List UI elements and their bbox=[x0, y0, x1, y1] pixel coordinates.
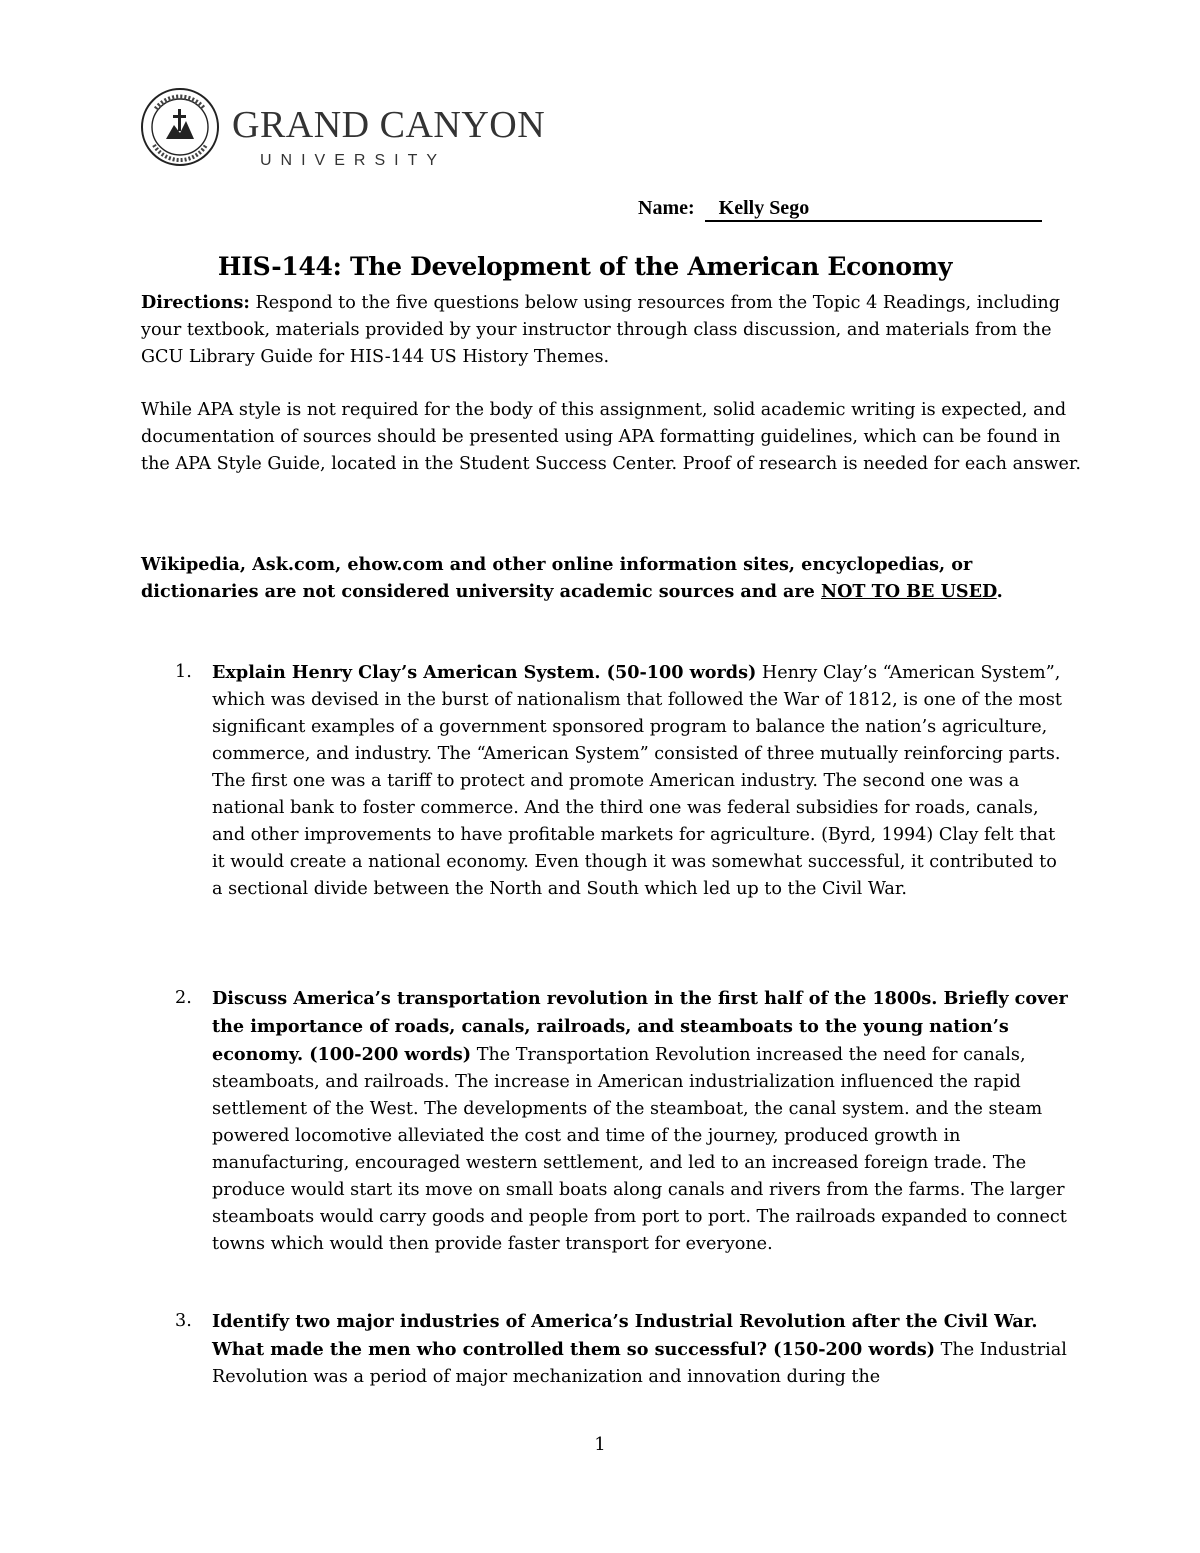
question-answer: The Industrial Revolution was a period of major mechanization and innovation during the bbox=[212, 1340, 1067, 1387]
name-label: Name: bbox=[638, 197, 695, 219]
question-item bbox=[141, 1308, 1071, 1391]
directions-text: Respond to the five questions below using resources from the Topic 4 Readings, including your textbook, materials provided by your instructor through class discussion, and materials from the GCU Library Guide for HIS-144 US History Themes. bbox=[141, 293, 1060, 367]
university-seal-icon bbox=[140, 87, 546, 169]
question-answer: Henry Clay’s “American System”, which was devised in the burst of nationalism that followed the War of 1812, is one of the most significant examples of a government sponsored program to balance the nation’s agriculture, commerce, and industry. The “American System” consisted of three mutually reinforcing parts. The first one was a tariff to protect and promote American industry. The second one was a national bank to foster commerce. And the third one was federal subsidies for roads, canals, and other improvements to have profitable markets for agriculture. (Byrd, 1994) Clay felt that it would create a national economy. Even though it was somewhat successful, it contributed to a sectional divide between the North and South which led up to the Civil War. bbox=[212, 663, 1062, 899]
directions-label: Directions: bbox=[141, 292, 250, 313]
question-item bbox=[141, 985, 1071, 1258]
warning-end: . bbox=[996, 581, 1003, 602]
apa-paragraph: While APA style is not required for the body of this assignment, solid academic writing is expected, and documentation of sources should be presented using APA formatting guidelines, which can be found in the APA Style Guide, located in the Student Success Center. Proof of research is needed for each answer. bbox=[141, 400, 1081, 474]
warning-underlined: NOT TO BE USED bbox=[821, 581, 997, 602]
question-prompt: Discuss America’s transportation revolution in the first half of the 1800s. Briefly cover the importance of roads, canals, railroads, and steamboats to the young nation’s economy. (100-200 words) bbox=[212, 988, 1068, 1065]
sources-warning bbox=[141, 551, 1081, 605]
question-number: 3. bbox=[175, 1311, 192, 1331]
question-answer: The Transportation Revolution increased the need for canals, steamboats, and railroads. The increase in American industrialization influenced the rapid settlement of the West. The developments of the steamboat, the canal system. and the steam powered locomotive alleviated the cost and time of the journey, produced growth in manufacturing, encouraged western settlement, and led to an increased foreign trade. The produce would start its move on small boats along canals and rivers from the farms. The larger steamboats would carry goods and people from port to port. The railroads expanded to connect towns which would then provide faster transport for everyone. bbox=[212, 1045, 1067, 1254]
logo-name-text: GRAND CANYON bbox=[232, 104, 546, 146]
logo-university-text: UNIVERSITY bbox=[260, 152, 447, 169]
warning-text: Wikipedia, Ask.com, ehow.com and other online information sites, encyclopedias, or dictionaries are not considered university academic sources and are bbox=[141, 554, 973, 602]
question-prompt: Explain Henry Clay’s American System. (50-100 words) bbox=[212, 662, 757, 683]
document-title: HIS-144: The Development of the American Economy bbox=[217, 252, 953, 281]
question-prompt: Identify two major industries of America’s Industrial Revolution after the Civil War. What made the men who controlled them so successful? (150-200 words) bbox=[212, 1311, 1038, 1360]
question-number: 1. bbox=[175, 662, 192, 682]
question-number: 2. bbox=[175, 988, 192, 1008]
name-value: Kelly Sego bbox=[705, 196, 1042, 222]
question-item bbox=[141, 659, 1071, 903]
directions-paragraph bbox=[141, 289, 1081, 371]
university-logo bbox=[140, 87, 546, 169]
page-number: 1 bbox=[594, 1434, 606, 1455]
student-name-line bbox=[638, 196, 1042, 222]
